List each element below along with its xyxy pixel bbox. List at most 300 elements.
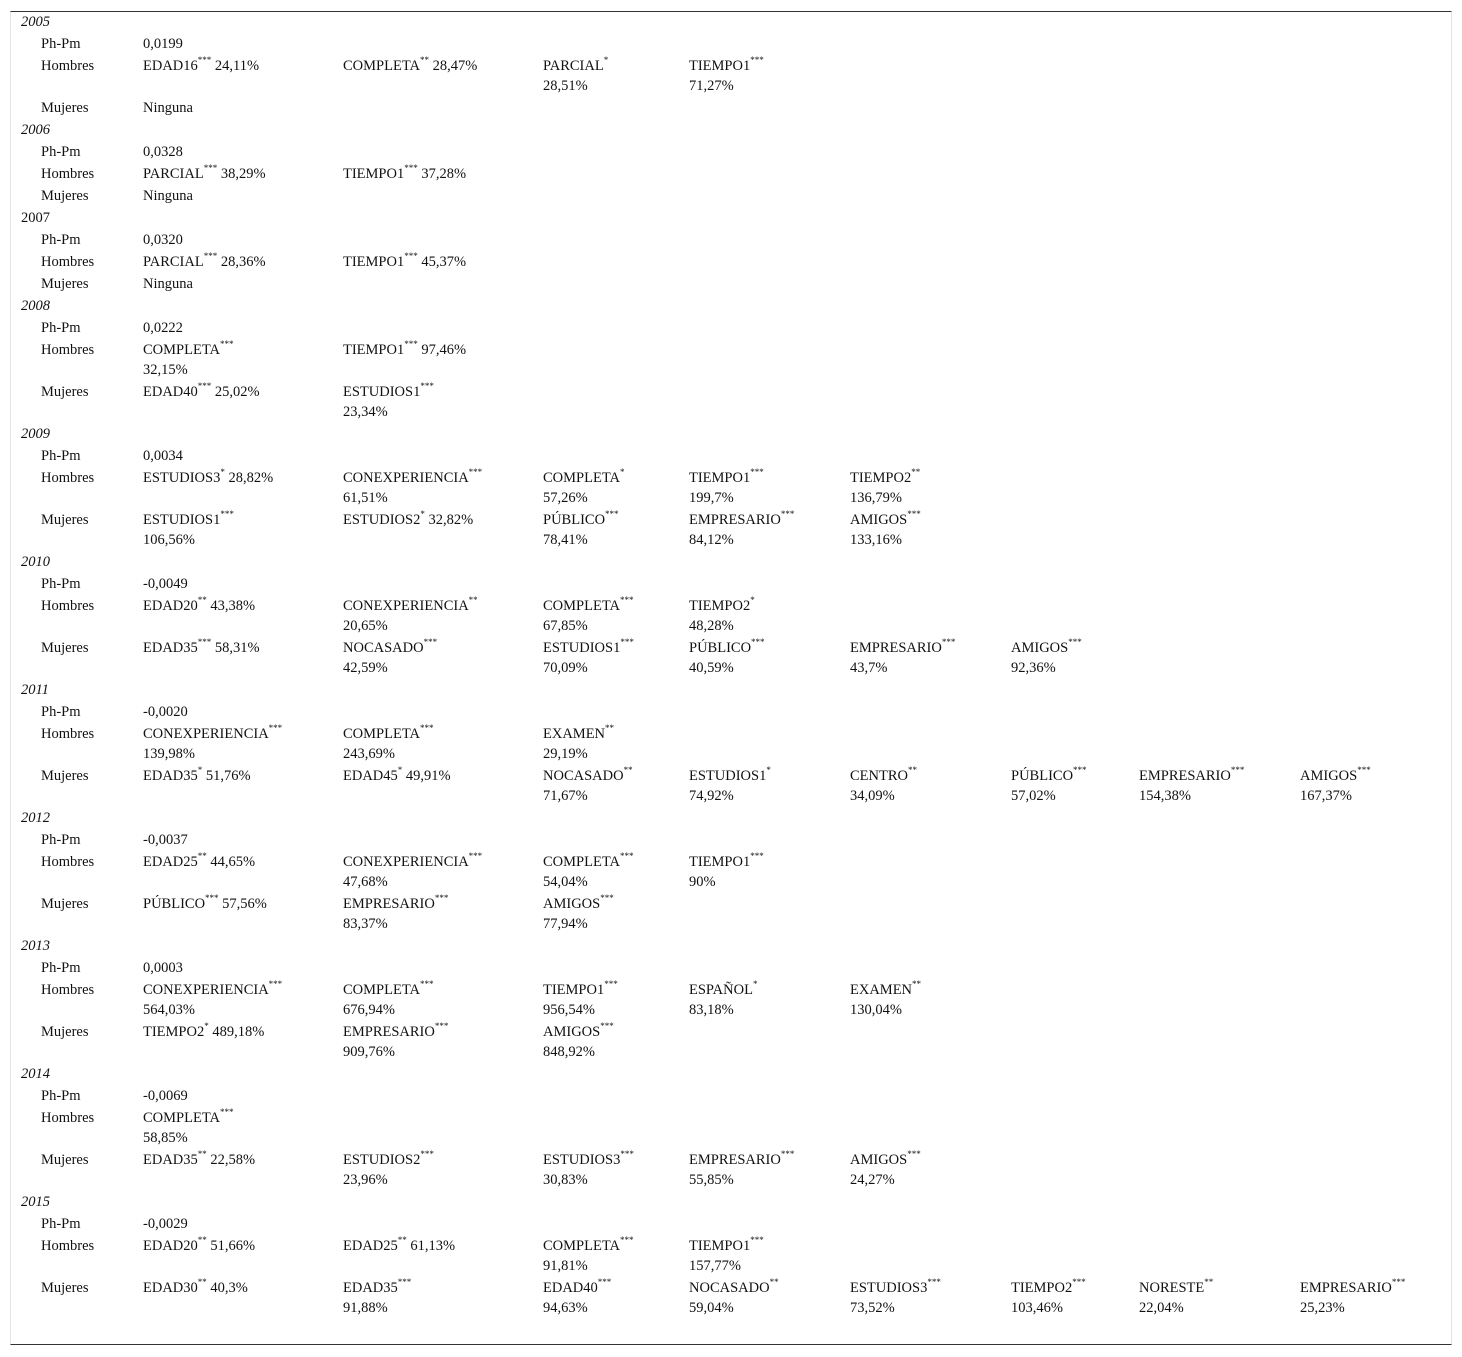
significance-stars: *** <box>620 1149 634 1160</box>
value-cell <box>1139 1108 1300 1150</box>
value-cell <box>1011 252 1139 274</box>
value-cell <box>143 1108 343 1150</box>
value-cell <box>1300 382 1451 424</box>
percent-value: 67,85% <box>543 618 588 634</box>
value-cell <box>1300 142 1451 164</box>
percent-value: 199,7% <box>689 490 734 506</box>
value-cell <box>850 274 1011 296</box>
percent-value: 51,76% <box>205 768 251 784</box>
percent-value: 77,94% <box>543 916 588 932</box>
variable-name: ESTUDIOS2 <box>343 1152 421 1168</box>
group-row <box>11 1086 1451 1108</box>
value-cell <box>543 1150 689 1192</box>
value-cell <box>343 596 543 638</box>
percent-value: 40,59% <box>689 660 734 676</box>
percent-value: 25,02% <box>214 384 260 400</box>
variable-name: TIEMPO2 <box>850 470 912 486</box>
percent-value: 28,47% <box>432 58 478 74</box>
row-label: Mujeres <box>41 512 89 528</box>
value-cell <box>143 142 343 164</box>
significance-stars: *** <box>1068 637 1082 648</box>
significance-stars: ** <box>197 1149 207 1160</box>
row-label: Hombres <box>41 598 95 614</box>
percent-value: 78,41% <box>543 532 588 548</box>
percent-value: 91,88% <box>343 1300 388 1316</box>
value-cell <box>1300 186 1451 208</box>
significance-stars: ** <box>419 55 429 66</box>
value-cell <box>1139 1236 1300 1278</box>
percent-value: 37,28% <box>421 166 467 182</box>
value-cell <box>1011 1086 1139 1108</box>
value-cell <box>689 830 850 852</box>
percent-value: 130,04% <box>850 1002 902 1018</box>
variable-name: EMPRESARIO <box>850 640 942 656</box>
variable-name: -0,0049 <box>143 576 188 592</box>
value-cell <box>689 252 850 274</box>
value-cell <box>343 1278 543 1320</box>
value-cell <box>850 1086 1011 1108</box>
percent-value: 32,15% <box>143 362 188 378</box>
variable-name: -0,0029 <box>143 1216 188 1232</box>
row-label: Hombres <box>41 854 95 870</box>
significance-stars: *** <box>619 1235 634 1246</box>
percent-value: 40,3% <box>210 1280 248 1296</box>
value-cell <box>850 1214 1011 1236</box>
percent-value: 57,56% <box>222 896 267 912</box>
significance-stars: *** <box>620 637 634 648</box>
value-cell <box>543 894 689 936</box>
value-cell <box>343 446 543 468</box>
value-cell <box>543 702 689 724</box>
value-cell <box>1300 34 1451 56</box>
value-cell <box>1011 766 1139 808</box>
value-cell <box>343 638 543 680</box>
value-cell <box>1139 766 1300 808</box>
variable-name: AMIGOS <box>1300 768 1358 784</box>
value-cell <box>343 252 543 274</box>
value-cell <box>143 702 343 724</box>
group-row <box>11 446 1451 468</box>
value-cell <box>143 596 343 638</box>
value-cell <box>1139 230 1300 252</box>
variable-name: PÚBLICO <box>689 640 752 656</box>
percent-value: 49,91% <box>405 768 451 784</box>
value-cell <box>1011 340 1139 382</box>
year-label: 2007 <box>21 210 50 226</box>
variable-name: -0,0069 <box>143 1088 188 1104</box>
value-cell <box>343 318 543 340</box>
value-cell <box>689 1108 850 1150</box>
group-row <box>11 318 1451 340</box>
year-row <box>11 680 1451 702</box>
variable-name: 0,0199 <box>143 36 183 52</box>
value-cell <box>1139 958 1300 980</box>
value-cell <box>1300 446 1451 468</box>
value-cell <box>1011 574 1139 596</box>
value-cell <box>1300 596 1451 638</box>
value-cell <box>343 230 543 252</box>
value-cell <box>850 1278 1011 1320</box>
value-cell <box>1139 318 1300 340</box>
value-cell <box>343 340 543 382</box>
significance-stars: *** <box>1230 765 1245 776</box>
variable-name: AMIGOS <box>850 1152 908 1168</box>
value-cell <box>1139 1086 1300 1108</box>
variable-name: COMPLETA <box>143 342 220 358</box>
value-cell <box>1139 1214 1300 1236</box>
variable-name: PÚBLICO <box>543 512 606 528</box>
variable-name: EMPRESARIO <box>343 896 435 912</box>
value-cell <box>143 724 343 766</box>
value-cell <box>850 56 1011 98</box>
value-cell <box>143 1278 343 1320</box>
group-row <box>11 340 1451 382</box>
variable-name: Ninguna <box>143 100 193 116</box>
percent-value: 58,85% <box>143 1130 188 1146</box>
value-cell <box>1300 274 1451 296</box>
value-cell <box>1300 1022 1451 1064</box>
value-cell <box>143 230 343 252</box>
significance-stars: *** <box>404 339 418 350</box>
group-row <box>11 702 1451 724</box>
value-cell <box>689 230 850 252</box>
variable-name: TIEMPO1 <box>689 854 751 870</box>
significance-stars: *** <box>203 251 218 262</box>
percent-value: 70,09% <box>543 660 588 676</box>
group-row <box>11 596 1451 638</box>
percent-value: 32,82% <box>428 512 474 528</box>
variable-name: AMIGOS <box>1011 640 1069 656</box>
significance-stars: *** <box>420 1149 434 1160</box>
group-row <box>11 574 1451 596</box>
row-label: Ph-Pm <box>41 832 81 848</box>
value-cell <box>143 56 343 98</box>
variable-name: EDAD35 <box>143 640 198 656</box>
significance-stars: ** <box>623 765 633 776</box>
variable-name: PÚBLICO <box>143 896 206 912</box>
value-cell <box>1011 638 1139 680</box>
significance-stars: *** <box>780 509 795 520</box>
significance-stars: *** <box>404 251 418 262</box>
value-cell <box>689 638 850 680</box>
value-cell <box>1011 980 1139 1022</box>
significance-stars: *** <box>434 893 449 904</box>
value-cell <box>543 596 689 638</box>
significance-stars: *** <box>468 467 483 478</box>
percent-value: 29,19% <box>543 746 588 762</box>
row-label: Mujeres <box>41 100 89 116</box>
value-cell <box>343 1214 543 1236</box>
value-cell <box>1300 1214 1451 1236</box>
value-cell <box>1139 980 1300 1022</box>
value-cell <box>343 164 543 186</box>
value-cell <box>143 1022 343 1064</box>
percent-value: 54,04% <box>543 874 588 890</box>
value-cell <box>689 34 850 56</box>
value-cell <box>343 1022 543 1064</box>
variable-name: COMPLETA <box>543 598 620 614</box>
year-row <box>11 552 1451 574</box>
percent-value: 25,23% <box>1300 1300 1345 1316</box>
significance-stars: * <box>603 55 609 66</box>
variable-name: TIEMPO1 <box>343 254 405 270</box>
percent-value: 34,09% <box>850 788 895 804</box>
significance-stars: * <box>197 765 203 776</box>
value-cell <box>543 34 689 56</box>
significance-stars: ** <box>397 1235 407 1246</box>
value-cell <box>543 382 689 424</box>
value-cell <box>1300 1236 1451 1278</box>
variable-name: COMPLETA <box>543 470 620 486</box>
significance-stars: ** <box>197 1277 207 1288</box>
percent-value: 133,16% <box>850 532 902 548</box>
year-row <box>11 1192 1451 1214</box>
percent-value: 20,65% <box>343 618 388 634</box>
value-cell <box>1011 1108 1139 1150</box>
value-cell <box>1011 468 1139 510</box>
year-row <box>11 424 1451 446</box>
value-cell <box>143 852 343 894</box>
variable-name: COMPLETA <box>543 854 620 870</box>
variable-name: TIEMPO1 <box>343 166 405 182</box>
variable-name: CONEXPERIENCIA <box>143 726 269 742</box>
variable-name: CONEXPERIENCIA <box>143 982 269 998</box>
variable-name: ESTUDIOS3 <box>543 1152 621 1168</box>
value-cell <box>1011 186 1139 208</box>
percent-value: 59,04% <box>689 1300 734 1316</box>
percent-value: 106,56% <box>143 532 195 548</box>
percent-value: 22,58% <box>210 1152 256 1168</box>
value-cell <box>1139 468 1300 510</box>
value-cell <box>1300 510 1451 552</box>
value-cell <box>543 98 689 120</box>
variable-name: TIEMPO1 <box>689 470 751 486</box>
value-cell <box>850 230 1011 252</box>
variable-name: PÚBLICO <box>1011 768 1074 784</box>
value-cell <box>689 142 850 164</box>
group-row <box>11 468 1451 510</box>
significance-stars: * <box>750 595 755 606</box>
variable-name: EDAD25 <box>343 1238 398 1254</box>
value-cell <box>1011 446 1139 468</box>
value-cell <box>1011 1150 1139 1192</box>
row-label: Ph-Pm <box>41 144 81 160</box>
variable-name: ESTUDIOS1 <box>689 768 767 784</box>
value-cell <box>543 510 689 552</box>
significance-stars: *** <box>268 723 283 734</box>
percent-value: 136,79% <box>850 490 902 506</box>
group-row <box>11 958 1451 980</box>
value-cell <box>850 724 1011 766</box>
significance-stars: *** <box>197 55 212 66</box>
value-cell <box>689 852 850 894</box>
value-cell <box>343 1236 543 1278</box>
value-cell <box>850 142 1011 164</box>
group-row <box>11 1278 1451 1320</box>
value-cell <box>543 186 689 208</box>
value-cell <box>343 724 543 766</box>
value-cell <box>1300 98 1451 120</box>
value-cell <box>850 164 1011 186</box>
value-cell <box>1300 574 1451 596</box>
variable-name: ESTUDIOS1 <box>143 512 221 528</box>
group-row <box>11 1236 1451 1278</box>
value-cell <box>850 340 1011 382</box>
percent-value: 154,38% <box>1139 788 1191 804</box>
value-cell <box>1011 702 1139 724</box>
variable-name: ESTUDIOS3 <box>143 470 221 486</box>
variable-name: COMPLETA <box>343 58 420 74</box>
value-cell <box>1300 638 1451 680</box>
variable-name: EDAD30 <box>143 1280 198 1296</box>
value-cell <box>343 34 543 56</box>
significance-stars: *** <box>597 1277 612 1288</box>
percent-value: 71,67% <box>543 788 588 804</box>
value-cell <box>689 1214 850 1236</box>
group-row <box>11 724 1451 766</box>
percent-value: 43,7% <box>850 660 888 676</box>
row-label: Ph-Pm <box>41 1216 81 1232</box>
group-row <box>11 142 1451 164</box>
percent-value: 23,34% <box>343 404 388 420</box>
variable-name: Ninguna <box>143 276 193 292</box>
percent-value: 92,36% <box>1011 660 1056 676</box>
percent-value: 55,85% <box>689 1172 734 1188</box>
value-cell <box>1011 318 1139 340</box>
variable-name: EMPRESARIO <box>1139 768 1231 784</box>
significance-stars: *** <box>750 1235 764 1246</box>
value-cell <box>1011 1236 1139 1278</box>
value-cell <box>343 382 543 424</box>
variable-name: TIEMPO1 <box>689 1238 751 1254</box>
value-cell <box>343 894 543 936</box>
significance-stars: *** <box>219 339 234 350</box>
value-cell <box>689 766 850 808</box>
row-label: Hombres <box>41 254 95 270</box>
value-cell <box>343 98 543 120</box>
value-cell <box>1139 574 1300 596</box>
variable-name: EDAD35 <box>343 1280 398 1296</box>
value-cell <box>143 1150 343 1192</box>
variable-name: EMPRESARIO <box>343 1024 435 1040</box>
year-label: 2008 <box>21 298 50 314</box>
value-cell <box>343 958 543 980</box>
year-label: 2011 <box>21 682 49 698</box>
year-label: 2014 <box>21 1066 50 1082</box>
value-cell <box>1139 894 1300 936</box>
value-cell <box>1139 252 1300 274</box>
significance-stars: *** <box>750 851 764 862</box>
percent-value: 28,82% <box>228 470 274 486</box>
variable-name: CONEXPERIENCIA <box>343 854 469 870</box>
value-cell <box>143 34 343 56</box>
value-cell <box>689 724 850 766</box>
value-cell <box>543 574 689 596</box>
value-cell <box>543 468 689 510</box>
value-cell <box>1300 1086 1451 1108</box>
variable-name: NORESTE <box>1139 1280 1205 1296</box>
value-cell <box>850 34 1011 56</box>
significance-stars: ** <box>197 1235 207 1246</box>
percent-value: 90% <box>689 874 716 890</box>
value-cell <box>689 1022 850 1064</box>
value-cell <box>689 1236 850 1278</box>
group-row <box>11 852 1451 894</box>
row-label: Mujeres <box>41 384 89 400</box>
row-label: Hombres <box>41 1110 95 1126</box>
variable-name: TIEMPO1 <box>343 342 405 358</box>
value-cell <box>1300 164 1451 186</box>
value-cell <box>689 382 850 424</box>
value-cell <box>689 56 850 98</box>
value-cell <box>343 1086 543 1108</box>
value-cell <box>1139 638 1300 680</box>
significance-stars: ** <box>1204 1277 1214 1288</box>
value-cell <box>850 958 1011 980</box>
percent-value: 57,26% <box>543 490 588 506</box>
variable-name: EDAD40 <box>543 1280 598 1296</box>
group-row <box>11 980 1451 1022</box>
year-label: 2005 <box>21 14 50 30</box>
percent-value: 489,18% <box>212 1024 265 1040</box>
results-table-body <box>11 12 1451 1320</box>
variable-name: Ninguna <box>143 188 193 204</box>
value-cell <box>543 830 689 852</box>
percent-value: 61,13% <box>410 1238 456 1254</box>
percent-value: 42,59% <box>343 660 388 676</box>
variable-name: EDAD40 <box>143 384 198 400</box>
year-row <box>11 936 1451 958</box>
significance-stars: ** <box>769 1277 779 1288</box>
value-cell <box>143 252 343 274</box>
value-cell <box>343 468 543 510</box>
value-cell <box>543 340 689 382</box>
value-cell <box>143 318 343 340</box>
row-label: Ph-Pm <box>41 960 81 976</box>
year-row <box>11 808 1451 830</box>
variable-name: 0,0034 <box>143 448 183 464</box>
percent-value: 73,52% <box>850 1300 895 1316</box>
row-label: Ph-Pm <box>41 448 81 464</box>
value-cell <box>689 574 850 596</box>
value-cell <box>689 596 850 638</box>
value-cell <box>689 98 850 120</box>
value-cell <box>1139 382 1300 424</box>
variable-name: NOCASADO <box>543 768 624 784</box>
value-cell <box>1139 510 1300 552</box>
significance-stars: *** <box>1072 1277 1086 1288</box>
value-cell <box>543 1214 689 1236</box>
significance-stars: * <box>204 1021 209 1032</box>
value-cell <box>343 186 543 208</box>
significance-stars: ** <box>197 595 207 606</box>
value-cell <box>143 638 343 680</box>
value-cell <box>343 274 543 296</box>
value-cell <box>1011 852 1139 894</box>
group-row <box>11 1150 1451 1192</box>
percent-value: 58,31% <box>214 640 260 656</box>
row-label: Ph-Pm <box>41 36 81 52</box>
significance-stars: *** <box>197 637 212 648</box>
variable-name: ESPAÑOL <box>689 982 753 998</box>
percent-value: 167,37% <box>1300 788 1352 804</box>
significance-stars: *** <box>941 637 956 648</box>
variable-name: AMIGOS <box>543 896 601 912</box>
significance-stars: ** <box>197 851 207 862</box>
significance-stars: *** <box>907 509 921 520</box>
significance-stars: ** <box>908 765 917 776</box>
value-cell <box>1011 164 1139 186</box>
